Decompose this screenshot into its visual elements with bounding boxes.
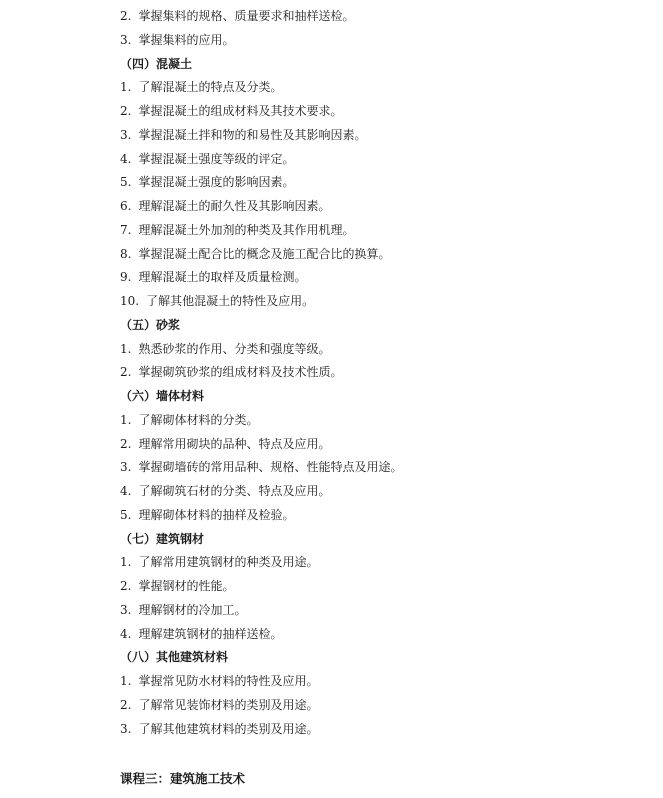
item-number: 2. <box>120 365 132 380</box>
list-item <box>120 673 318 689</box>
item-number: 7. <box>120 222 132 237</box>
item-text: 掌握混凝土拌和物的和易性及其影响因素。 <box>138 127 367 142</box>
list-item <box>120 697 318 713</box>
item-number: 2. <box>120 436 132 451</box>
list-item <box>120 602 246 618</box>
section-number: （四） <box>120 56 157 71</box>
list-item <box>120 721 318 737</box>
list-item <box>120 341 330 357</box>
list-item <box>120 127 366 143</box>
item-text: 掌握砌筑砂浆的组成材料及技术性质。 <box>138 365 343 380</box>
item-text: 掌握混凝土配合比的概念及施工配合比的换算。 <box>138 246 391 261</box>
item-text: 理解混凝土的取样及质量检测。 <box>138 270 307 285</box>
item-number: 8. <box>120 246 132 261</box>
section-heading <box>120 649 228 665</box>
item-number: 4. <box>120 484 132 498</box>
list-item <box>120 626 282 642</box>
item-number: 2. <box>120 697 132 712</box>
item-text: 掌握集料的应用。 <box>138 32 235 47</box>
section-title: 其他建筑材料 <box>156 650 229 665</box>
list-item <box>120 8 354 24</box>
item-text: 理解混凝土外加剂的种类及其作用机理。 <box>138 222 355 237</box>
item-text: 了解常见装饰材料的类别及用途。 <box>138 697 319 712</box>
item-number: 2. <box>120 579 132 593</box>
list-item <box>120 507 294 523</box>
item-number: 3. <box>120 602 132 617</box>
course-title <box>120 771 245 787</box>
list-item <box>120 32 234 48</box>
item-text: 理解建筑钢材的抽样送检。 <box>138 626 283 641</box>
section-title: 建筑钢材 <box>156 531 205 546</box>
item-text: 理解常用砌块的品种、特点及应用。 <box>138 436 331 451</box>
item-text: 掌握混凝土的组成材料及其技术要求。 <box>138 104 343 118</box>
list-item <box>120 174 294 190</box>
item-text: 理解混凝土的耐久性及其影响因素。 <box>138 199 331 213</box>
item-text: 了解砌筑石材的分类、特点及应用。 <box>138 484 331 498</box>
section-number: （八） <box>120 650 157 665</box>
item-number: 5. <box>120 507 132 522</box>
item-text: 理解砌体材料的抽样及检验。 <box>138 507 295 522</box>
item-text: 理解钢材的冷加工。 <box>138 602 247 617</box>
item-number: 1. <box>120 80 132 95</box>
item-text: 掌握集料的规格、质量要求和抽样送检。 <box>138 9 355 23</box>
list-item <box>120 578 234 594</box>
item-text: 了解其他混凝土的特性及应用。 <box>146 294 315 308</box>
item-number: 2. <box>120 9 132 23</box>
section-number: （七） <box>120 531 157 546</box>
list-item <box>120 293 314 309</box>
item-text: 了解砌体材料的分类。 <box>138 412 259 427</box>
section-number: （六） <box>120 389 157 403</box>
item-number: 1. <box>120 341 132 356</box>
list-item <box>120 269 306 285</box>
course-title-text: 课程三：建筑施工技术 <box>120 771 246 786</box>
item-number: 1. <box>120 555 132 570</box>
item-text: 掌握砌墙砖的常用品种、规格、性能特点及用途。 <box>138 460 403 475</box>
item-number: 9. <box>120 270 132 285</box>
item-text: 了解混凝土的特点及分类。 <box>138 80 283 95</box>
item-number: 1. <box>120 412 132 427</box>
item-number: 4. <box>120 151 132 166</box>
section-heading <box>120 388 204 404</box>
item-text: 熟悉砂浆的作用、分类和强度等级。 <box>138 341 331 356</box>
list-item <box>120 222 354 238</box>
item-number: 1. <box>120 674 132 688</box>
item-number: 3. <box>120 460 132 475</box>
list-item <box>120 483 330 499</box>
item-number: 6. <box>120 199 132 213</box>
item-text: 掌握混凝土强度等级的评定。 <box>138 151 295 166</box>
item-text: 了解其他建筑材料的类别及用途。 <box>138 721 319 736</box>
item-number: 10. <box>120 294 140 308</box>
list-item <box>120 198 330 214</box>
item-number: 4. <box>120 626 132 641</box>
section-title: 墙体材料 <box>156 389 205 403</box>
item-text: 掌握钢材的性能。 <box>138 579 235 593</box>
section-heading <box>120 531 204 547</box>
list-item <box>120 103 342 119</box>
list-item <box>120 364 342 380</box>
section-heading <box>120 56 192 72</box>
item-text: 了解常用建筑钢材的种类及用途。 <box>138 555 319 570</box>
item-number: 2. <box>120 104 132 118</box>
item-number: 5. <box>120 175 132 190</box>
item-number: 3. <box>120 721 132 736</box>
list-item <box>120 79 282 95</box>
section-title: 混凝土 <box>156 56 193 71</box>
list-item <box>120 246 390 262</box>
list-item <box>120 436 330 452</box>
item-text: 掌握混凝土强度的影响因素。 <box>138 175 295 190</box>
item-text: 掌握常见防水材料的特性及应用。 <box>138 674 319 688</box>
section-heading <box>120 317 180 333</box>
list-item <box>120 151 294 167</box>
item-number: 3. <box>120 127 132 142</box>
list-item <box>120 459 402 475</box>
list-item <box>120 412 258 428</box>
list-item <box>120 554 318 570</box>
section-number: （五） <box>120 317 157 332</box>
item-number: 3. <box>120 32 132 47</box>
section-title: 砂浆 <box>156 317 181 332</box>
